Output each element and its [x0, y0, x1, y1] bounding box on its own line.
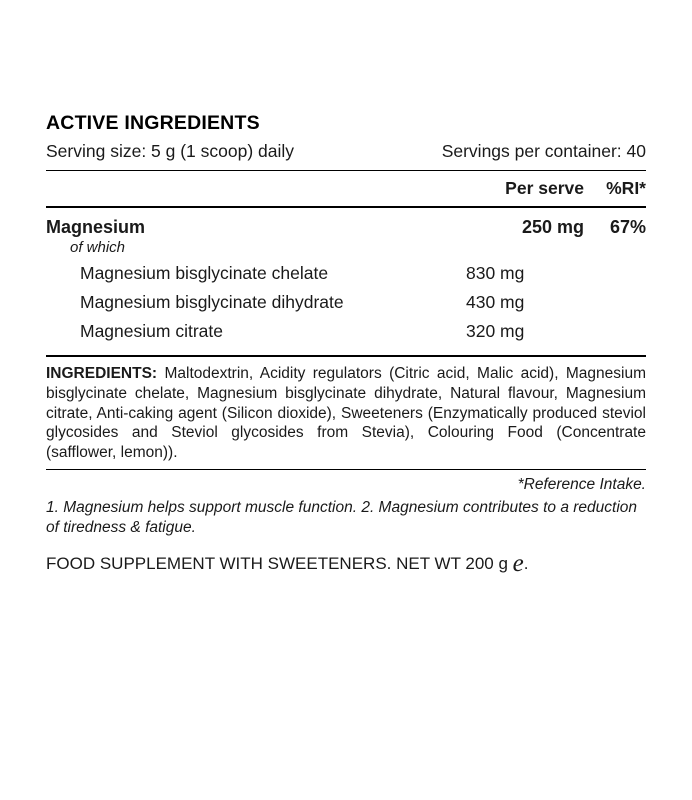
table-row: [46, 317, 646, 346]
sub-nutrient-per-serve: 320 mg: [466, 321, 525, 341]
nutrient-ri: 67%: [609, 217, 646, 237]
footer-net-weight: [46, 550, 646, 578]
sub-nutrient-name: Magnesium bisglycinate chelate: [80, 263, 329, 283]
serving-size-text: Serving size: 5 g (1 scoop) daily: [46, 141, 295, 161]
ingredients-label: INGREDIENTS:: [46, 365, 158, 382]
sub-nutrient-per-serve: 830 mg: [466, 263, 525, 283]
ingredients-paragraph: [46, 357, 646, 469]
nutrient-per-serve: 250 mg: [521, 217, 584, 237]
sub-nutrient-per-serve: 430 mg: [466, 292, 525, 312]
servings-per-container-text: Servings per container: 40: [441, 141, 646, 161]
column-header-per-serve: Per serve: [505, 178, 584, 198]
sub-nutrient-name: Magnesium citrate: [80, 321, 223, 341]
footer-text: FOOD SUPPLEMENT WITH SWEETENERS. NET WT 200 g: [46, 554, 508, 574]
supplement-facts-panel: [46, 112, 646, 578]
reference-intake-note: *Reference Intake.: [517, 476, 646, 494]
sub-nutrient-name: Magnesium bisglycinate dihydrate: [80, 292, 344, 312]
health-claims-text: 1. Magnesium helps support muscle function. 2. Magnesium contributes to a reduction of tiredness & fatigue.: [46, 499, 638, 537]
of-which-label: of which: [70, 239, 126, 256]
table-header-row: [46, 171, 646, 206]
table-row: [46, 288, 646, 317]
table-row-magnesium: [46, 208, 646, 239]
serving-info-row: [46, 141, 646, 170]
estimated-sign-icon: e: [512, 550, 524, 578]
nutrient-rows: [46, 208, 646, 355]
ingredients-text: Maltodextrin, Acidity regulators (Citric acid, Malic acid), Magnesium bisglycinate chelate, Magnesium bisglycinate dihydrate, Natural flavour, Magnesium citrate, Anti-caking agent (Silicon dioxide), Sweeteners (Enzymatically produced steviol glycosides and Steviol glycosides from Stevia), Colouring Food (Concentrate (safflower, lemon)).: [46, 365, 646, 462]
footer-period: .: [523, 554, 529, 574]
column-header-ri: %RI*: [606, 178, 646, 198]
table-row: [46, 259, 646, 288]
page-title: ACTIVE INGREDIENTS: [46, 112, 260, 134]
nutrient-name: Magnesium: [46, 217, 146, 237]
